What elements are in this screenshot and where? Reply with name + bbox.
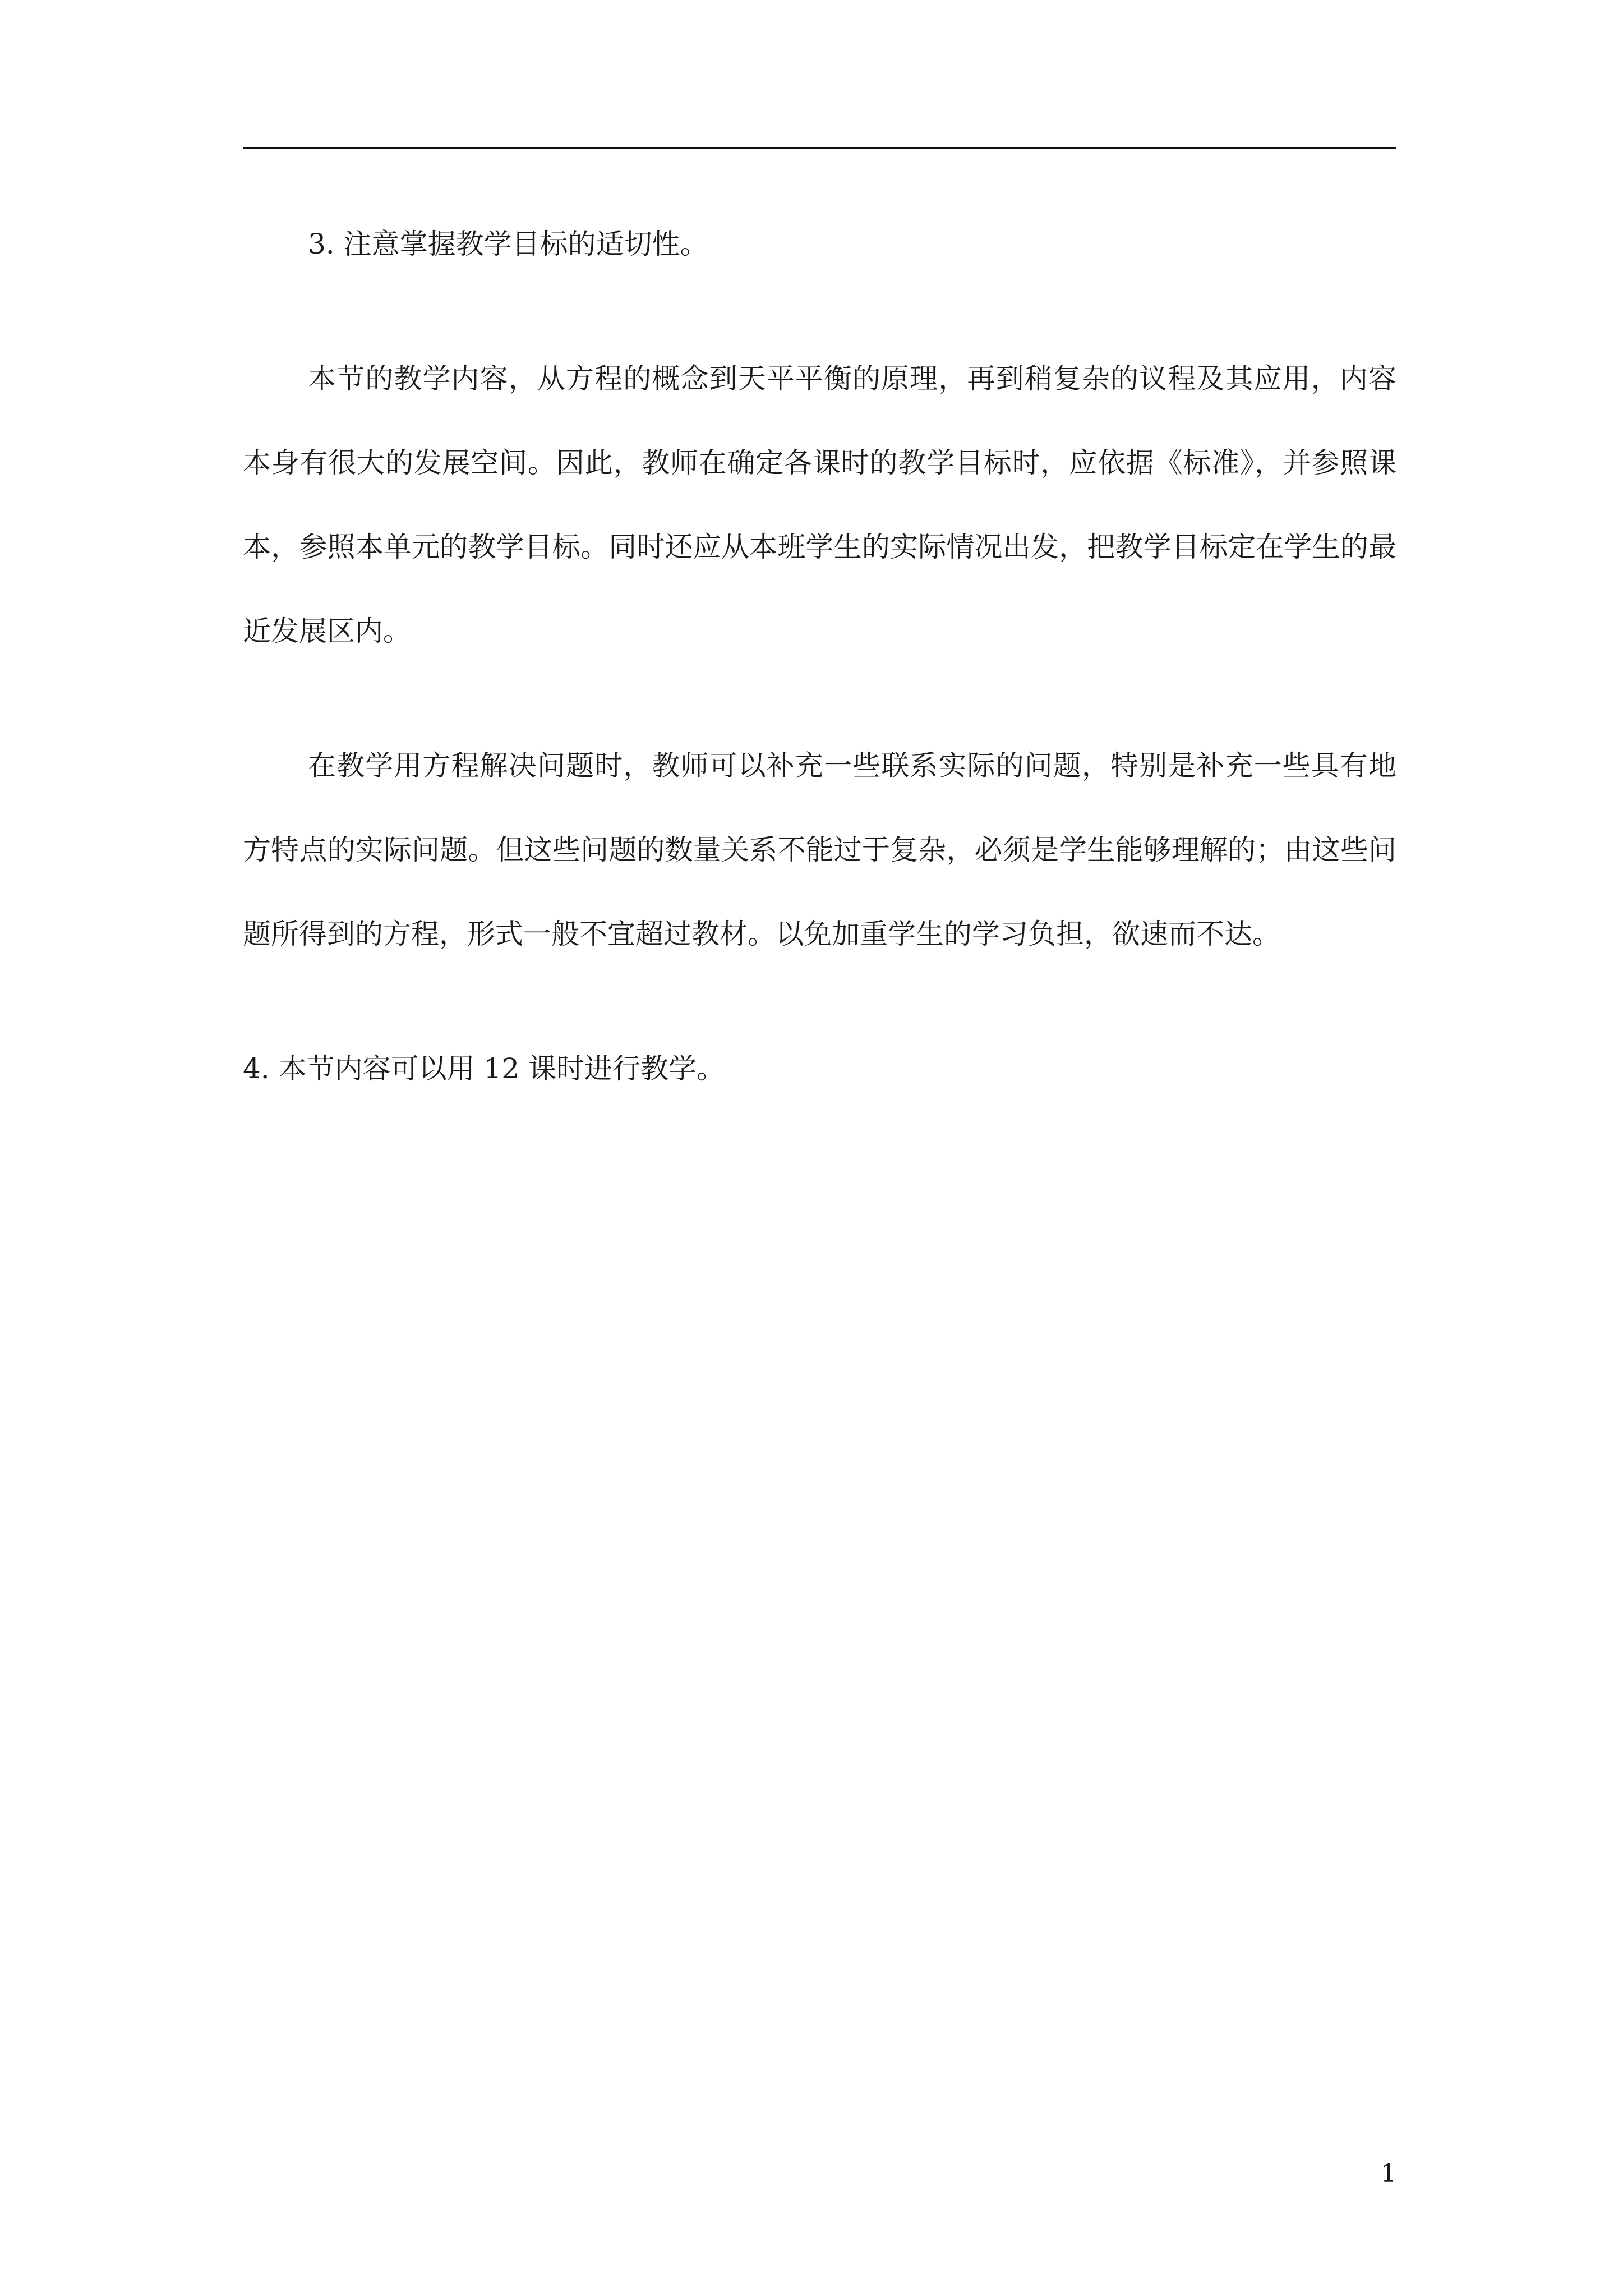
paragraph-problem-solving: 在教学用方程解决问题时，教师可以补充一些联系实际的问题，特别是补充一些具有地方特点的实际问题。但这些问题的数量关系不能过于复杂，必须是学生能够理解的；由这些问题所得到的方程，形式一般不宜超过教材。以免加重学生的学习负担，欲速而不达。 bbox=[243, 749, 1396, 950]
section-4-heading: 4. 本节内容可以用 12 课时进行教学。 bbox=[243, 1052, 725, 1085]
section-3-heading: 3. 注意掌握教学目标的适切性。 bbox=[308, 228, 708, 260]
document-body bbox=[243, 202, 1396, 1111]
paragraph-teaching-content: 本节的教学内容，从方程的概念到天平平衡的原理，再到稍复杂的议程及其应用，内容本身有很大的发展空间。因此，教师在确定各课时的教学目标时，应依据《标准》，并参照课本，参照本单元的教学目标。同时还应从本班学生的实际情况出发，把教学目标定在学生的最近发展区内。 bbox=[243, 362, 1396, 647]
header-rule bbox=[243, 147, 1396, 149]
page-number: 1 bbox=[1381, 2159, 1396, 2188]
